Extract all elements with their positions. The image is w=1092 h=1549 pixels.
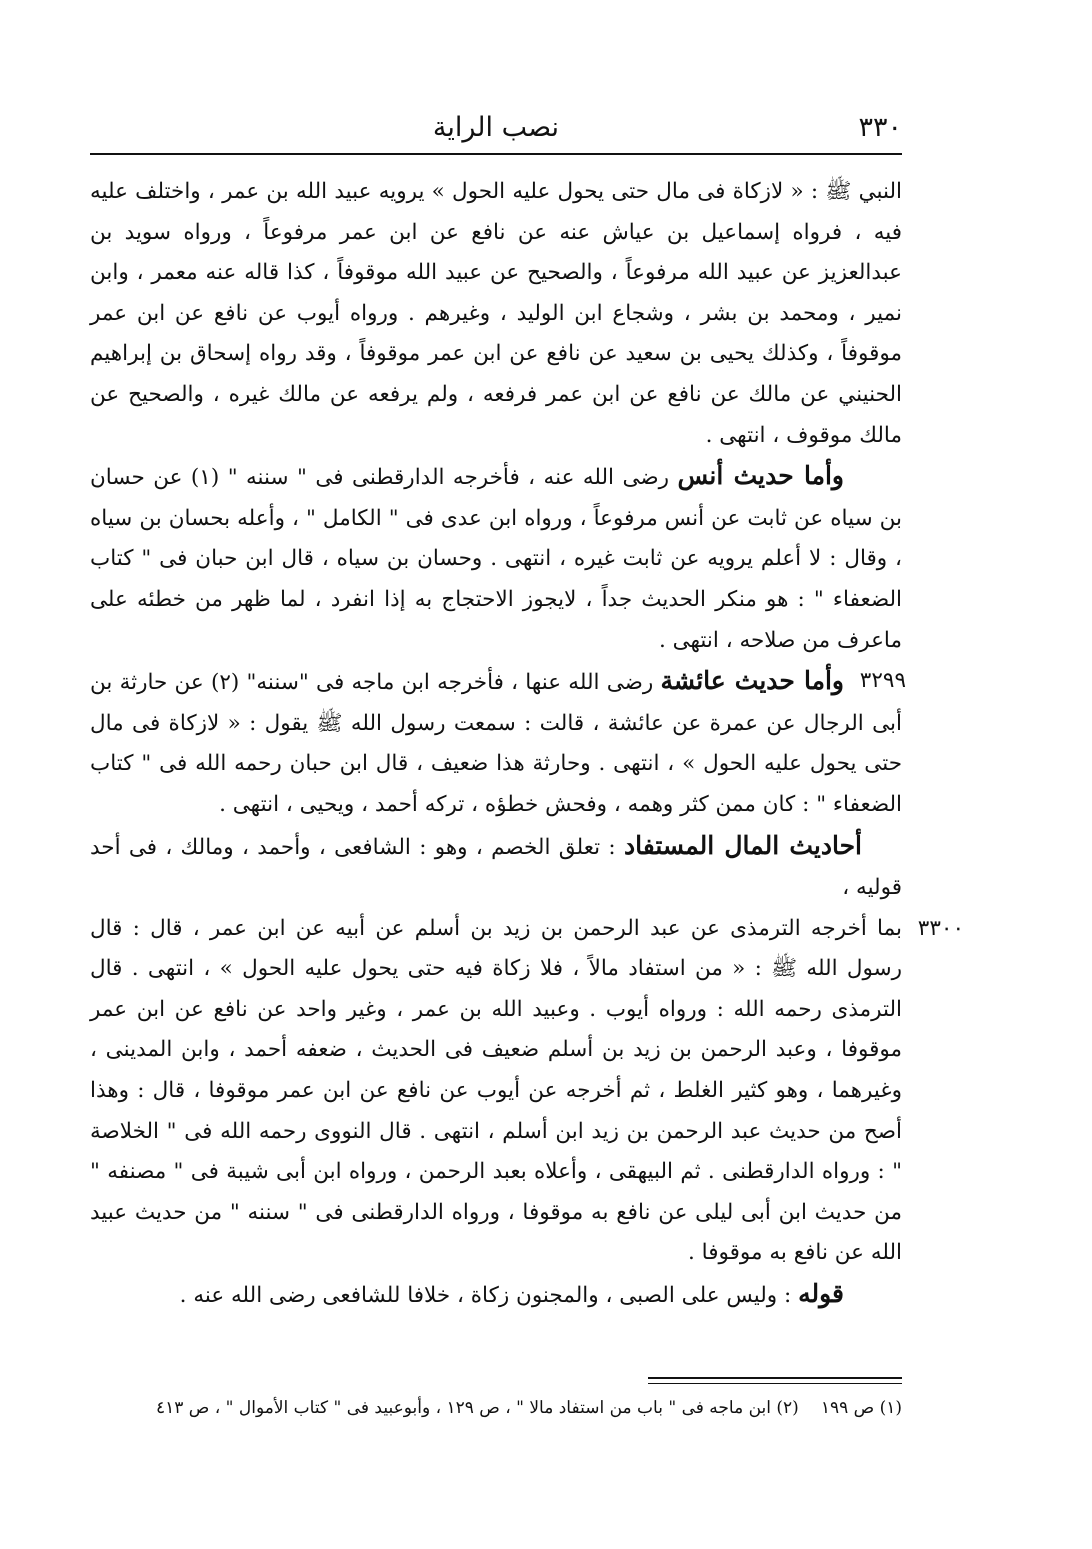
footnote-rule [648, 1377, 902, 1379]
paragraph-text: النبي ﷺ : « لازكاة فى مال حتى يحول عليه الحول » يرويه عبيد الله بن عمر ، واختلف عليه فيه ، فرواه إسماعيل بن عياش عنه عن نافع عن ابن عمر مرفوعاً ، ورواه سويد بن عبدالعزيز عن عبيد الله مرفوعاً ، والصحيح عن عبيد الله موقوفاً ، كذا قاله عنه معمر ، وابن نمير ، ومحمد بن بشر ، وشجاع ابن الوليد ، وغيرهم . ورواه أيوب عن نافع عن ابن عمر موقوفاً ، وكذلك يحيى بن سعيد عن نافع عن ابن عمر موقوفاً ، وقد رواه إسحاق بن إبراهيم الحنيني عن مالك عن نافع عن ابن عمر فرفعه ، ولم يرفعه عن مالك غيره ، والصحيح عن مالك موقوف ، انتهى . [90, 179, 902, 448]
paragraph-1 [90, 172, 902, 456]
page-header [90, 108, 902, 152]
paragraph-3 [90, 661, 906, 825]
footnote-1: (١) ص ١٩٩ [820, 1398, 902, 1418]
paragraph-6 [90, 1274, 902, 1317]
footnote-2: (٢) ابن ماجه فى " باب من استفاد مالا " ، ص ١٢٩ ، وأبوعبيد فى " كتاب الأموال " ، ص ٤١٣ [156, 1398, 799, 1418]
header-rule [90, 153, 902, 155]
paragraph-lead: وأما حديث عائشة [660, 666, 844, 696]
paragraph-text: رضى الله عنه ، فأخرجه الدارقطنى فى " سننه " (١) عن حسان بن سياه عن ثابت عن أنس مرفوعاً ، ورواه ابن عدى فى " الكامل " ، وأعله بحسان بن سياه ، وقال : لا أعلم يرويه عن ثابت غيره ، انتهى . وحسان بن سياه ، قال ابن حبان فى " كتاب الضعفاء " : هو منكر الحديث جداً ، لايجوز الاحتجاج به إذا انفرد ، لما ظهر من خطئه على ماعرف من صلاحه ، انتهى . [90, 465, 902, 653]
footnotes [90, 1393, 902, 1423]
running-title: نصب الراية [432, 112, 560, 143]
paragraph-text: رضى الله عنها ، فأخرجه ابن ماجه فى "سننه" (٢) عن حارثة بن أبى الرجال عن عمرة عن عائشة ، قالت : سمعت رسول الله ﷺ يقول : « لازكاة فى مال حتى يحول عليه الحول » ، انتهى . وحارثة هذا ضعيف ، قال ابن حبان رحمه الله فى " كتاب الضعفاء " : كان ممن كثر وهمه ، وفحش خطؤه ، تركه أحمد ، ويحيى ، انتهى . [90, 670, 902, 817]
paragraph-2 [90, 456, 902, 661]
section-heading: أحاديث المال المستفاد [623, 830, 862, 860]
paragraph-text: : وليس على الصبى ، والمجنون زكاة ، خلافا للشافعى رضى الله عنه . [179, 1283, 799, 1309]
paragraph-text: بما أخرجه الترمذى عن عبد الرحمن بن زيد بن أسلم عن أبيه عن ابن عمر ، قال : قال رسول الله ﷺ : « من استفاد مالاً ، فلا زكاة فيه حتى يحول عليه الحول » ، انتهى . قال الترمذى رحمه الله : ورواه أيوب . وعبيد الله بن عمر ، وغير واحد عن نافع عن ابن عمر موقوفا ، وعبد الرحمن بن زيد بن أسلم ضعيف فى الحديث ، ضعفه أحمد ، وابن المدينى ، وغيرهما ، وهو كثير الغلط ، ثم أخرجه عن أيوب عن نافع عن ابن عمر موقوفا ، قال : وهذا أصح من حديث عبد الرحمن بن زيد ابن أسلم ، انتهى . قال النووى رحمه الله فى " الخلاصة " : ورواه الدارقطنى . ثم البيهقى ، وأعلاه بعبد الرحمن ، ورواه ابن أبى شيبة فى " مصنفه " من حديث ابن أبى ليلى عن نافع به موقوفا ، ورواه الدارقطنى فى " سننه " من حديث عبيد الله عن نافع به موقوفا . [90, 915, 902, 1266]
page-number: ٣٣٠ [858, 112, 902, 143]
paragraph-text: : تعلق الخصم ، وهو : الشافعى ، وأحمد ، ومالك ، فى أحد قوليه ، [90, 834, 902, 901]
main-text [90, 172, 964, 1317]
paragraph-lead: وأما حديث أنس [677, 461, 845, 491]
paragraph-lead: قوله [798, 1279, 844, 1309]
hadith-number: ٣٢٩٩ [859, 668, 906, 694]
footnote-rule [648, 1383, 902, 1384]
paragraph-5 [90, 909, 964, 1274]
hadith-number: ٣٣٠٠ [917, 915, 964, 941]
paragraph-4 [90, 826, 902, 909]
